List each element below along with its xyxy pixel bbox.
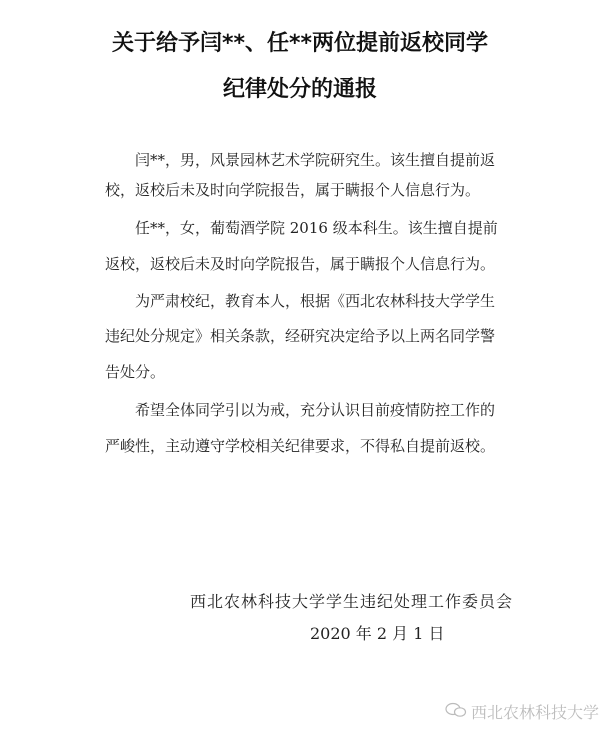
body-line: 严峻性，主动遵守学校相关纪律要求，不得私自提前返校。 xyxy=(105,437,496,455)
body-line: 告处分。 xyxy=(105,363,166,381)
body-line: 为严肃校纪，教育本人，根据《西北农林科技大学学生 xyxy=(135,292,496,310)
body-line: 闫**，男，风景园林艺术学院研究生。该生擅自提前返 xyxy=(135,151,496,169)
body-line: 返校，返校后未及时向学院报告，属于瞒报个人信息行为。 xyxy=(105,255,496,273)
body-line: 校，返校后未及时向学院报告，属于瞒报个人信息行为。 xyxy=(105,181,481,199)
wechat-icon xyxy=(445,702,467,722)
body-line: 任**，女，葡萄酒学院 2016 级本科生。该生擅自提前 xyxy=(135,219,498,237)
body-line: 违纪处分规定》相关条款，经研究决定给予以上两名同学警 xyxy=(105,327,496,345)
date: 2020 年 2 月 1 日 xyxy=(310,624,445,643)
document-title-line-1: 关于给予闫**、任**两位提前返校同学 xyxy=(111,31,489,56)
watermark-text: 西北农林科技大学 xyxy=(471,703,600,722)
document-title-line-2: 纪律处分的通报 xyxy=(222,77,377,102)
signature: 西北农林科技大学学生违纪处理工作委员会 xyxy=(190,592,514,611)
body-line: 希望全体同学引以为戒，充分认识目前疫情防控工作的 xyxy=(135,401,496,419)
watermark xyxy=(445,700,599,723)
